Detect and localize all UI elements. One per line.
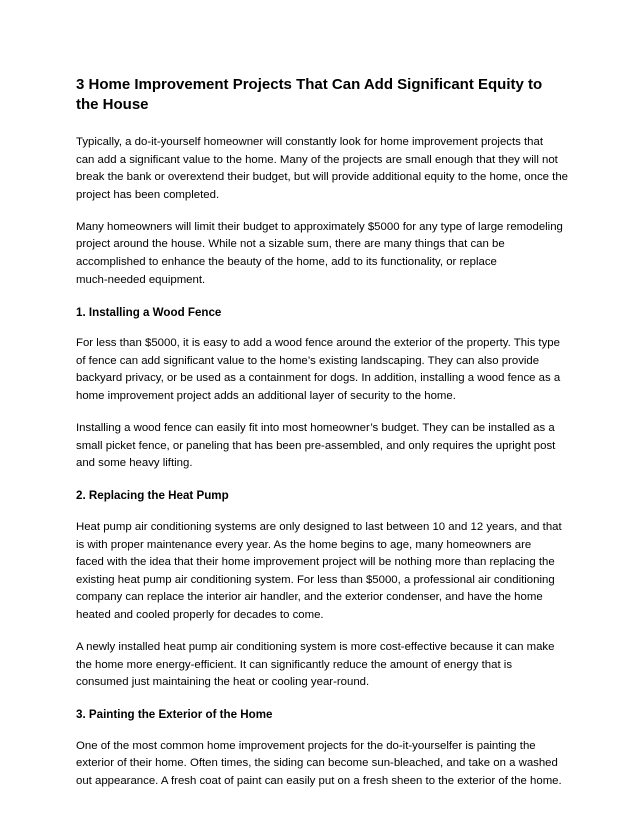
text-line: For less than $5000, it is easy to add a wood fence around the exterior of the property. This type xyxy=(76,337,560,350)
text-line: project around the house. While not a sizable sum, there are many things that can be xyxy=(76,238,505,251)
text-line: of fence can add significant value to the home’s existing landscaping. They can also provide xyxy=(76,354,540,367)
text-line: the home more energy-efficient. It can significantly reduce the amount of energy that is xyxy=(76,658,513,671)
text-line: A newly installed heat pump air conditioning system is more cost-effective because it can make xyxy=(76,640,555,653)
text-line: home improvement project adds an additional layer of security to the home. xyxy=(76,390,456,403)
text-line: accomplished to enhance the beauty of the home, add to its functionality, or replace xyxy=(76,256,497,269)
text-line: faced with the idea that their home improvement project will be nothing more than replacing the xyxy=(76,556,555,569)
title-line: 3 Home Improvement Projects That Can Add Significant Equity to xyxy=(76,76,543,93)
text-line: Typically, a do-it-yourself homeowner will constantly look for home improvement projects that xyxy=(76,136,543,148)
title-line: the House xyxy=(76,96,149,113)
text-line: heated and cooled properly for decades to come. xyxy=(76,608,324,621)
text-line: break the bank or overextend their budget, but will provide additional equity to the home, once the xyxy=(76,171,569,184)
text-line: Installing a wood fence can easily fit into most homeowner’s budget. They can be installed as a xyxy=(76,422,555,435)
section-paragraph xyxy=(76,738,586,791)
text-line: One of the most common home improvement projects for the do-it-yourselfer is painting the xyxy=(76,739,536,752)
document-title xyxy=(76,75,586,115)
text-line: out appearance. A fresh coat of paint can easily put on a fresh sheen to the exterior of the home. xyxy=(76,774,562,787)
intro-paragraph xyxy=(76,134,586,204)
text-line: small picket fence, or paneling that has been pre-assembled, and only requires the upright post xyxy=(76,439,556,452)
text-line: backyard privacy, or be used as a containment for dogs. In addition, installing a wood fence as a xyxy=(76,372,561,385)
text-line: is with proper maintenance every year. As the home begins to age, many homeowners are xyxy=(76,538,532,551)
text-line: consumed just maintaining the heat or cooling year-round. xyxy=(76,676,370,689)
text-line: can add a significant value to the home. Many of the projects are small enough that they will not xyxy=(76,153,558,166)
section-heading: 3. Painting the Exterior of the Home xyxy=(76,708,273,722)
section-paragraph xyxy=(76,519,586,625)
text-line: project has been completed. xyxy=(76,188,220,201)
section-heading: 2. Replacing the Heat Pump xyxy=(76,489,229,503)
text-line: and some heavy lifting. xyxy=(76,457,193,470)
text-line: much-needed equipment. xyxy=(76,273,206,286)
intro-paragraph xyxy=(76,219,586,289)
text-line: Many homeowners will limit their budget to approximately $5000 for any type of large remodeling xyxy=(76,220,563,233)
document-page xyxy=(76,75,586,805)
section-paragraph xyxy=(76,639,586,692)
section-heading: 1. Installing a Wood Fence xyxy=(76,305,222,319)
text-line: Heat pump air conditioning systems are only designed to last between 10 and 12 years, and that xyxy=(76,520,562,533)
section-paragraph xyxy=(76,420,586,473)
text-line: company can replace the interior air handler, and the exterior condenser, and have the home xyxy=(76,591,543,604)
section-paragraph xyxy=(76,335,586,405)
text-line: existing heat pump air conditioning system. For less than $5000, a professional air conditioning xyxy=(76,573,555,586)
text-line: exterior of their home. Often times, the siding can become sun-bleached, and take on a washed xyxy=(76,757,558,770)
